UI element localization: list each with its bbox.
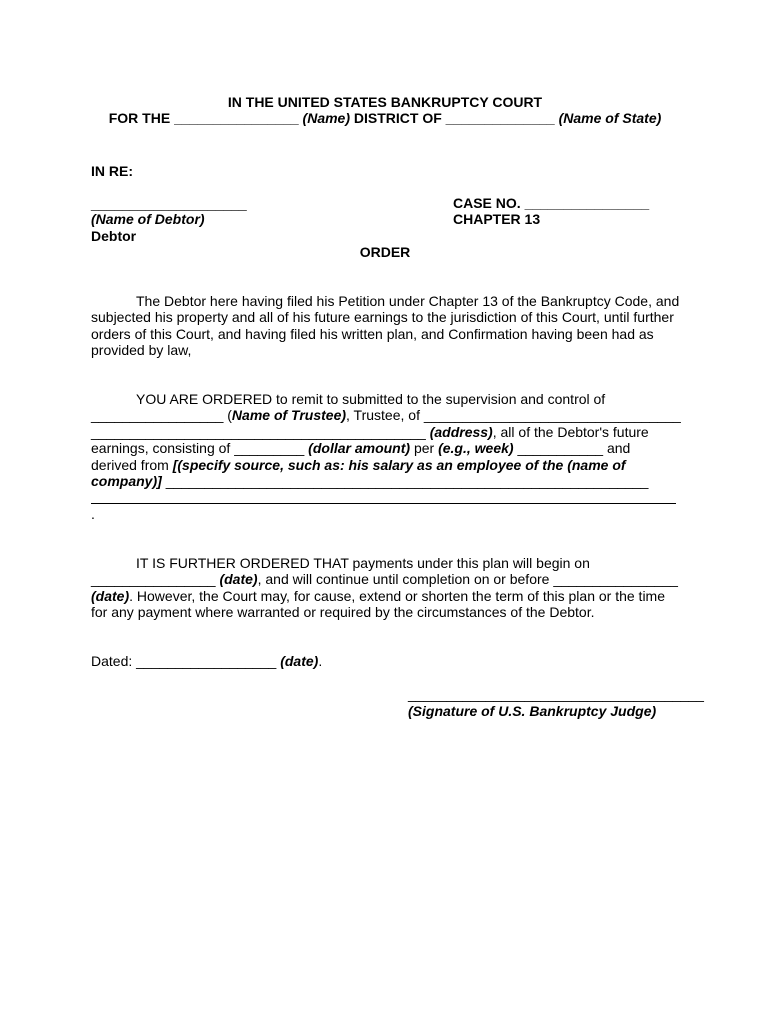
dated-hint: (date) bbox=[280, 653, 319, 669]
p1-line-3: orders of this Court, and having filed his written plan, and Confirmation having been had as bbox=[91, 326, 654, 342]
p1-line-4: provided by law, bbox=[91, 342, 192, 358]
and-text: ___________ and bbox=[517, 440, 631, 456]
state-hint: (Name of State) bbox=[558, 110, 662, 126]
p3-line-3 bbox=[91, 588, 665, 605]
end-date-hint: (date) bbox=[91, 588, 130, 604]
p2-line-6 bbox=[91, 473, 648, 490]
p2-line-1: YOU ARE ORDERED to remit to submitted to the supervision and control of bbox=[136, 391, 606, 407]
debtor-name-hint: (Name of Debtor) bbox=[91, 211, 205, 227]
completion-text: , and will continue until completion on or before ________________ bbox=[257, 571, 678, 587]
p2-line-2 bbox=[91, 407, 681, 424]
trustee-blank: _________________ ( bbox=[91, 407, 232, 423]
for-the-text: FOR THE ________________ bbox=[108, 110, 299, 126]
dated-label: Dated: __________________ bbox=[91, 653, 277, 669]
address-blank: ___________________________________________ bbox=[91, 424, 426, 440]
begin-date-blank: ________________ bbox=[91, 571, 216, 587]
dated-line bbox=[91, 653, 322, 670]
dated-period: . bbox=[318, 653, 323, 669]
p2-line-5 bbox=[91, 457, 626, 474]
per-text: per bbox=[413, 440, 435, 456]
period-hint: (e.g., week) bbox=[438, 440, 514, 456]
debtor-name-blank: ____________________ bbox=[91, 195, 247, 211]
signature-line: ______________________________________ bbox=[408, 686, 704, 702]
p3-line-1: IT IS FURTHER ORDERED THAT payments under this plan will begin on bbox=[136, 555, 590, 571]
blank-rule bbox=[91, 503, 676, 504]
begin-date-hint: (date) bbox=[219, 571, 258, 587]
p3-line-4: for any payment where warranted or required by the circumstances of the Debtor. bbox=[91, 604, 595, 620]
source-hint: [(specify source, such as: his salary as an employee of the (name of bbox=[172, 457, 626, 473]
signature-hint: (Signature of U.S. Bankruptcy Judge) bbox=[408, 703, 657, 719]
company-blank: ______________________________________________________________ bbox=[165, 473, 649, 489]
debtor-label: Debtor bbox=[91, 228, 137, 244]
trustee-hint: Name of Trustee) bbox=[231, 407, 347, 423]
p2-period: . bbox=[91, 506, 95, 522]
in-re-label: IN RE: bbox=[91, 163, 133, 179]
derived-from-text: derived from bbox=[91, 457, 169, 473]
future-earnings-text: , all of the Debtor's future bbox=[492, 424, 649, 440]
p1-line-2: subjected his property and all of his future earnings to the jurisdiction of this Court, until further bbox=[91, 309, 674, 325]
court-may-text: . However, the Court may, for cause, extend or shorten the term of this plan or the time bbox=[129, 588, 666, 604]
court-title: IN THE UNITED STATES BANKRUPTCY COURT bbox=[227, 94, 543, 110]
earnings-text: earnings, consisting of _________ bbox=[91, 440, 305, 456]
address-hint: (address) bbox=[429, 424, 493, 440]
trustee-of-text: , Trustee, of _________________________________ bbox=[346, 407, 681, 423]
company-hint: company)] bbox=[91, 473, 162, 489]
chapter-label: CHAPTER 13 bbox=[453, 211, 541, 227]
district-of-text: DISTRICT OF ______________ bbox=[353, 110, 555, 126]
case-number: CASE NO. ________________ bbox=[453, 195, 650, 211]
name-hint: (Name) bbox=[302, 110, 351, 126]
order-title: ORDER bbox=[359, 244, 411, 260]
p1-line-1: The Debtor here having filed his Petition under Chapter 13 of the Bankruptcy Code, and bbox=[136, 293, 680, 309]
p3-line-2 bbox=[91, 571, 678, 588]
district-line bbox=[0, 110, 770, 127]
p2-line-4 bbox=[91, 440, 630, 457]
dollar-amount-hint: (dollar amount) bbox=[308, 440, 411, 456]
p2-line-3 bbox=[91, 424, 649, 441]
